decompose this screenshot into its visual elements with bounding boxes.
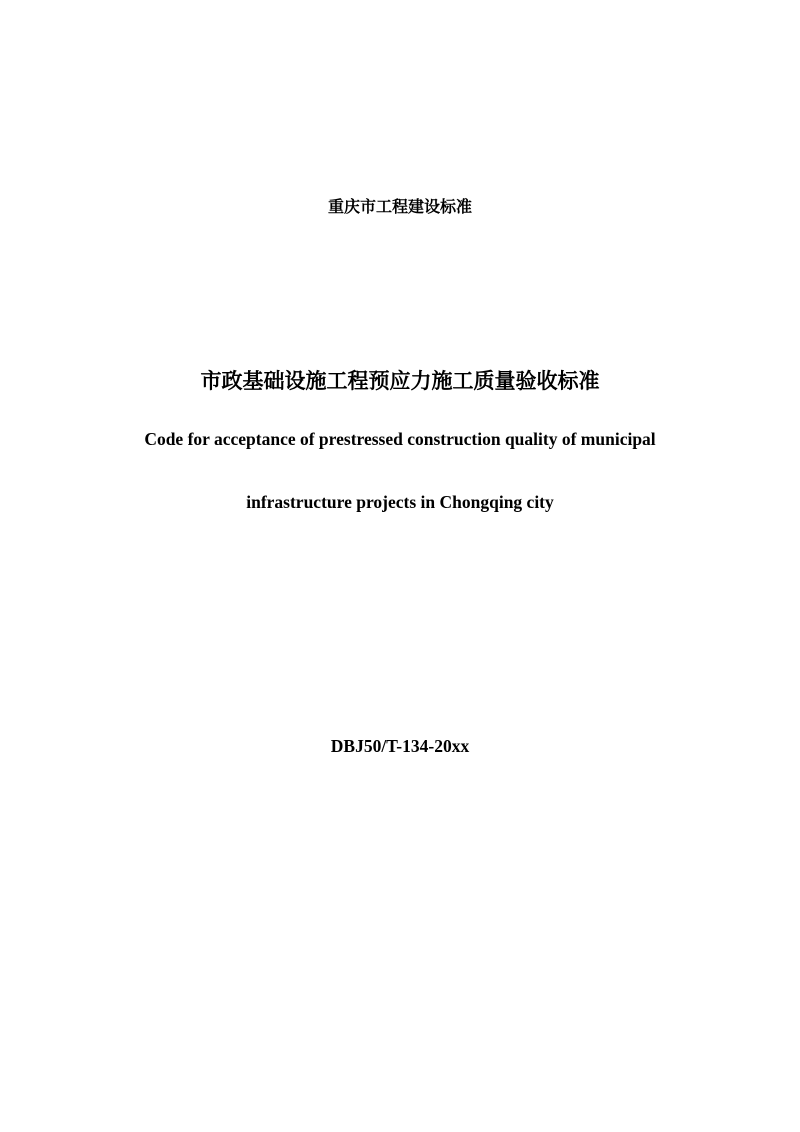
english-title-line-1: Code for acceptance of prestressed construction quality of municipal	[144, 429, 656, 449]
chinese-title: 市政基础设施工程预应力施工质量验收标准	[200, 369, 600, 393]
english-title-line-2: infrastructure projects in Chongqing city	[246, 492, 554, 512]
standard-code: DBJ50/T-134-20xx	[330, 736, 470, 756]
standard-category-heading: 重庆市工程建设标准	[327, 197, 472, 216]
